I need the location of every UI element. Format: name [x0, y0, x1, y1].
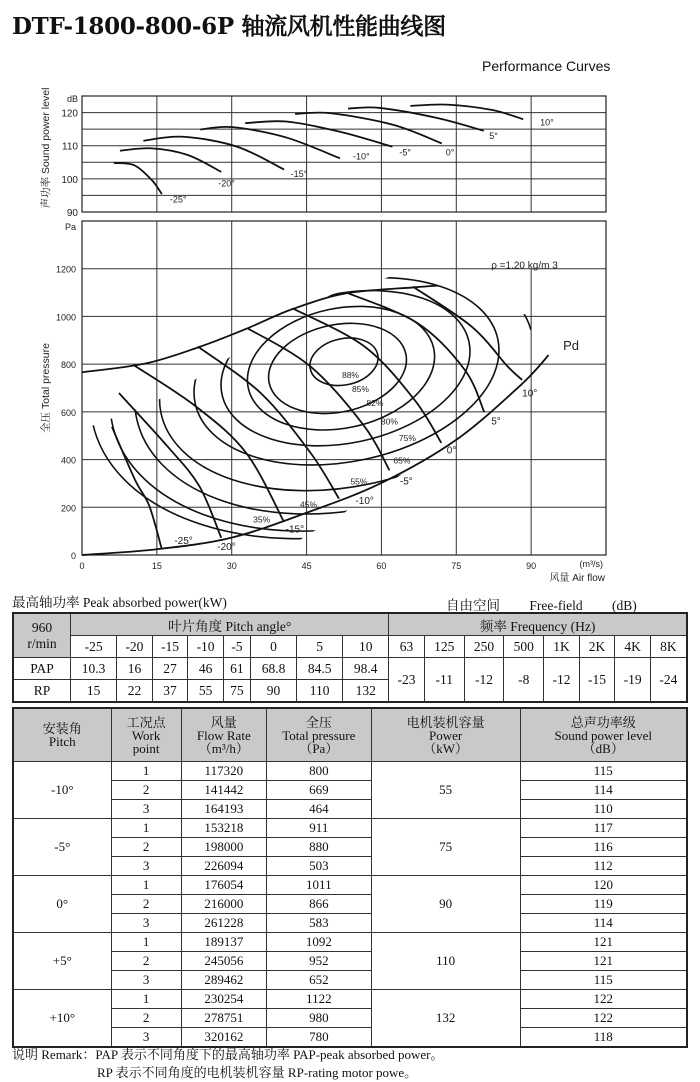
noise-correction-cell: -8 — [504, 658, 544, 703]
stall-line — [82, 286, 438, 373]
power-value-cell: 22 — [117, 680, 153, 703]
pitch-cell: -10° — [13, 762, 111, 819]
frequency-cell: 125 — [424, 636, 464, 658]
flow-rate-cell: 245056 — [181, 952, 266, 971]
pitch-angle-cell: -15 — [152, 636, 188, 658]
sound-level-cell: 118 — [520, 1028, 687, 1048]
pressure-y-tick-label: 600 — [60, 407, 76, 418]
efficiency-label: 45% — [300, 499, 318, 510]
pitch-angle-cell: 10 — [343, 636, 389, 658]
power-value-cell: 15 — [71, 680, 117, 703]
power-value-cell: 90 — [250, 680, 296, 703]
sound-curve-label: -15° — [290, 169, 308, 180]
power-value-cell: 132 — [343, 680, 389, 703]
pressure-x-unit: (m³/s) — [579, 559, 603, 569]
pitch-cell: -5° — [13, 819, 111, 876]
sound-curve-label: -5° — [399, 147, 412, 158]
flow-rate-cell: 153218 — [181, 819, 266, 838]
pitch-angle-cell: -5 — [223, 636, 250, 658]
motor-power-cell: 110 — [371, 933, 520, 990]
noise-correction-cell: -12 — [544, 658, 580, 703]
frequency-cell: 8K — [650, 636, 687, 658]
frequency-cell: 2K — [579, 636, 615, 658]
power-value-cell: 10.3 — [71, 658, 117, 680]
power-value-cell: 68.8 — [250, 658, 296, 680]
power-value-cell: 98.4 — [343, 658, 389, 680]
sound-level-cell: 117 — [520, 819, 687, 838]
table-row — [13, 895, 687, 914]
efficiency-contour — [306, 332, 383, 395]
work-point-cell: 3 — [111, 1028, 181, 1048]
column-header: 电机装机容量 Power （kW） — [371, 708, 520, 762]
sound-curve-label: 0° — [445, 147, 455, 158]
efficiency-label: 35% — [253, 514, 271, 525]
flow-rate-cell: 198000 — [181, 838, 266, 857]
row-label-cell: PAP — [13, 658, 71, 680]
flow-rate-cell: 164193 — [181, 800, 266, 819]
efficiency-label: 75% — [398, 433, 416, 444]
flow-rate-cell: 117320 — [181, 762, 266, 781]
pitch-curve-label: -15° — [285, 524, 305, 536]
sound-y-tick-label: 90 — [66, 208, 78, 219]
pitch-curve — [198, 346, 339, 498]
pressure-y-tick-label: 0 — [70, 551, 76, 561]
pressure-x-tick-label: 30 — [226, 561, 237, 571]
power-value-cell: 55 — [188, 680, 224, 703]
free-field-cn: 自由空间 — [446, 598, 500, 613]
pd-label: Pd — [563, 337, 579, 353]
pressure-x-tick-label: 15 — [151, 561, 162, 571]
sound-level-cell: 119 — [520, 895, 687, 914]
pressure-y-tick-label: 200 — [60, 503, 76, 514]
frequency-cell: 500 — [504, 636, 544, 658]
flow-rate-cell: 278751 — [181, 1009, 266, 1028]
power-value-cell: 61 — [223, 658, 250, 680]
frequency-header: 频率 Frequency (Hz) — [389, 613, 687, 636]
motor-power-cell: 75 — [371, 819, 520, 876]
sound-level-cell: 114 — [520, 914, 687, 933]
pitch-angle-cell: 5 — [297, 636, 343, 658]
free-field-unit: (dB) — [611, 598, 637, 613]
sound-level-cell: 114 — [520, 781, 687, 800]
total-pressure-cell: 780 — [266, 1028, 371, 1048]
column-header: 总声功率级 Sound power level （dB） — [520, 708, 687, 762]
pressure-y-axis-label: 全压 Total pressure — [40, 343, 52, 433]
pitch-curve-label: -20° — [217, 542, 236, 554]
total-pressure-cell: 464 — [266, 800, 371, 819]
table-row — [13, 857, 687, 876]
table-row — [13, 819, 687, 838]
sound-level-cell: 122 — [520, 1009, 687, 1028]
remark-line-1: 说明 Remark：PAP 表示不同角度下的最高轴功率 PAP-peak absorbed power。 — [12, 1047, 444, 1062]
pressure-x-tick-label: 0 — [79, 561, 85, 571]
work-point-cell: 2 — [111, 838, 181, 857]
frequency-cell: 250 — [464, 636, 504, 658]
frequency-cell: 63 — [389, 636, 425, 658]
power-value-cell: 37 — [152, 680, 188, 703]
noise-correction-cell: -12 — [464, 658, 504, 703]
power-value-cell: 27 — [152, 658, 188, 680]
efficiency-label: 80% — [380, 416, 398, 427]
table-row — [13, 876, 687, 895]
efficiency-contour — [236, 290, 446, 447]
power-value-cell: 46 — [188, 658, 224, 680]
table-row — [13, 762, 687, 781]
flow-rate-cell: 226094 — [181, 857, 266, 876]
total-pressure-cell: 1092 — [266, 933, 371, 952]
motor-power-cell: 90 — [371, 876, 520, 933]
power-value-cell: 75 — [223, 680, 250, 703]
power-value-cell: 16 — [117, 658, 153, 680]
speed-cell: 960 r/min — [13, 613, 71, 658]
pitch-curve-label: 10° — [522, 388, 538, 400]
work-point-cell: 2 — [111, 781, 181, 800]
sound-plot-frame — [82, 96, 606, 212]
table-row — [13, 971, 687, 990]
sound-curve — [120, 148, 221, 172]
chart-subtitle: Performance Curves — [482, 58, 611, 74]
flow-rate-cell: 176054 — [181, 876, 266, 895]
column-header: 安装角 Pitch — [13, 708, 111, 762]
sound-level-cell: 121 — [520, 933, 687, 952]
sound-y-tick-label: 120 — [61, 108, 78, 120]
work-point-cell: 1 — [111, 876, 181, 895]
total-pressure-cell: 911 — [266, 819, 371, 838]
sound-level-cell: 115 — [520, 762, 687, 781]
work-point-cell: 2 — [111, 895, 181, 914]
work-point-cell: 1 — [111, 990, 181, 1009]
sound-y-tick-label: 100 — [61, 174, 78, 186]
sound-curve-label: 10° — [540, 117, 554, 128]
sound-level-cell: 122 — [520, 990, 687, 1009]
efficiency-label: 85% — [351, 384, 369, 395]
total-pressure-cell: 652 — [266, 971, 371, 990]
pd-line — [82, 355, 549, 555]
flow-rate-cell: 289462 — [181, 971, 266, 990]
pitch-curve-label: -10° — [355, 496, 374, 508]
pitch-cell: +5° — [13, 933, 111, 990]
efficiency-label: 88% — [341, 369, 359, 380]
pitch-curve-label: 5° — [491, 416, 501, 428]
flow-rate-cell: 230254 — [181, 990, 266, 1009]
sound-y-unit: dB — [66, 94, 78, 104]
work-point-cell: 3 — [111, 800, 181, 819]
work-point-cell: 3 — [111, 971, 181, 990]
frequency-cell: 4K — [615, 636, 651, 658]
work-point-cell: 2 — [111, 1009, 181, 1028]
table-row — [13, 952, 687, 971]
table-row — [13, 1009, 687, 1028]
peak-power-label: 最高轴功率 Peak absorbed power(kW) — [12, 595, 227, 610]
pitch-cell: +10° — [13, 990, 111, 1048]
total-pressure-cell: 880 — [266, 838, 371, 857]
flow-rate-cell: 261228 — [181, 914, 266, 933]
flow-rate-cell: 141442 — [181, 781, 266, 800]
motor-power-cell: 132 — [371, 990, 520, 1048]
table-row — [13, 914, 687, 933]
total-pressure-cell: 952 — [266, 952, 371, 971]
pressure-y-tick-label: 800 — [60, 360, 76, 371]
work-point-cell: 1 — [111, 762, 181, 781]
pressure-x-tick-label: 75 — [451, 561, 462, 571]
sound-level-cell: 121 — [520, 952, 687, 971]
remark — [12, 1046, 444, 1082]
sound-level-cell: 112 — [520, 857, 687, 876]
work-point-cell: 1 — [111, 819, 181, 838]
sound-curve-label: -20° — [218, 178, 235, 189]
total-pressure-cell: 669 — [266, 781, 371, 800]
sound-y-axis-label: 声功率 Sound power level — [40, 87, 52, 209]
pitch-cell: 0° — [13, 876, 111, 933]
density-note: ρ =1.20 kg/m 3 — [491, 260, 558, 272]
pressure-y-tick-label: 1200 — [55, 264, 76, 275]
frequency-cell: 1K — [544, 636, 580, 658]
work-point-table — [12, 707, 688, 1048]
sound-level-cell: 120 — [520, 876, 687, 895]
table-row — [13, 990, 687, 1009]
sound-level-cell: 110 — [520, 800, 687, 819]
efficiency-label: 55% — [350, 476, 368, 487]
power-value-cell: 84.5 — [297, 658, 343, 680]
peak-power-table — [12, 612, 688, 703]
work-point-cell: 1 — [111, 933, 181, 952]
sound-level-cell: 116 — [520, 838, 687, 857]
sound-curve — [245, 121, 392, 147]
noise-correction-cell: -11 — [424, 658, 464, 703]
table-row — [13, 838, 687, 857]
table-row — [13, 800, 687, 819]
page-title: DTF-1800-800-6P 轴流风机性能曲线图 — [12, 13, 446, 40]
row-label-cell: RP — [13, 680, 71, 703]
pitch-angle-cell: -25 — [71, 636, 117, 658]
pitch-angle-cell: -10 — [188, 636, 224, 658]
noise-correction-cell: -19 — [615, 658, 651, 703]
noise-correction-cell: -15 — [579, 658, 615, 703]
pitch-curve — [133, 365, 283, 521]
pitch-curve-label: -5° — [399, 476, 413, 488]
noise-correction-cell: -23 — [389, 658, 425, 703]
power-value-cell: 110 — [297, 680, 343, 703]
total-pressure-cell: 1122 — [266, 990, 371, 1009]
efficiency-label: 65% — [393, 455, 411, 466]
sound-level-cell: 115 — [520, 971, 687, 990]
sound-curve — [410, 104, 523, 119]
pitch-curve-label: 0° — [446, 445, 457, 457]
pressure-y-tick-label: 400 — [60, 455, 76, 466]
column-header: 工况点 Work point — [111, 708, 181, 762]
pressure-x-axis-label: 风量 Air flow — [549, 573, 605, 584]
free-field-label — [446, 594, 663, 614]
work-point-cell: 3 — [111, 857, 181, 876]
column-header: 全压 Total pressure （Pa） — [266, 708, 371, 762]
sound-curve-label: -25° — [169, 194, 187, 205]
pressure-x-tick-label: 90 — [526, 561, 537, 571]
total-pressure-cell: 866 — [266, 895, 371, 914]
table-row — [13, 1028, 687, 1048]
pitch-curve-label: -25° — [174, 536, 193, 548]
sound-curve-label: 5° — [489, 131, 498, 142]
work-point-cell: 2 — [111, 952, 181, 971]
pressure-x-tick-label: 45 — [301, 561, 312, 571]
sound-curve — [143, 137, 284, 170]
sound-y-tick-label: 110 — [62, 141, 78, 153]
noise-correction-cell: -24 — [650, 658, 687, 703]
sound-curve-label: -10° — [352, 151, 370, 162]
total-pressure-cell: 503 — [266, 857, 371, 876]
total-pressure-cell: 583 — [266, 914, 371, 933]
remark-line-2: RP 表示不同角度的电机装机容量 RP-rating motor powe。 — [97, 1065, 418, 1080]
total-pressure-cell: 980 — [266, 1009, 371, 1028]
flow-rate-cell: 320162 — [181, 1028, 266, 1048]
table-row — [13, 781, 687, 800]
motor-power-cell: 55 — [371, 762, 520, 819]
table-row — [13, 933, 687, 952]
efficiency-label: 82% — [366, 398, 384, 409]
free-field-en: Free-field — [529, 598, 583, 613]
column-header: 风量 Flow Rate （m³/h） — [181, 708, 266, 762]
flow-rate-cell: 189137 — [181, 933, 266, 952]
pressure-y-tick-label: 1000 — [55, 312, 76, 323]
flow-rate-cell: 216000 — [181, 895, 266, 914]
pitch-angle-cell: -20 — [117, 636, 153, 658]
work-point-cell: 3 — [111, 914, 181, 933]
pitch-angle-header: 叶片角度 Pitch angle° — [71, 613, 389, 636]
total-pressure-cell: 1011 — [266, 876, 371, 895]
total-pressure-cell: 800 — [266, 762, 371, 781]
pressure-x-tick-label: 60 — [376, 561, 387, 571]
pressure-y-unit: Pa — [64, 222, 76, 232]
efficiency-contour — [206, 269, 484, 468]
pitch-angle-cell: 0 — [250, 636, 296, 658]
